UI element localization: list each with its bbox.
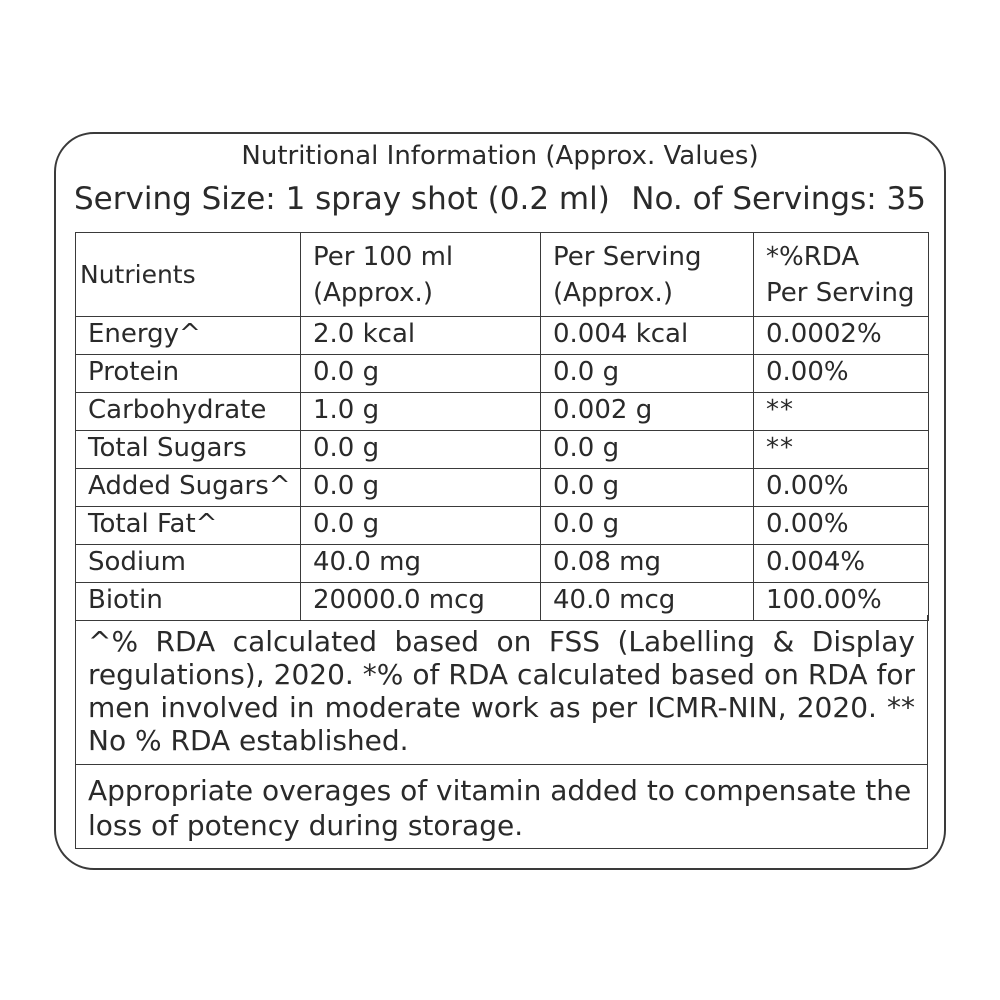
- rda-cell: 0.00%: [754, 507, 929, 545]
- column-header-rda: *%RDA Per Serving: [754, 233, 929, 317]
- label-title: Nutritional Information (Approx. Values): [241, 141, 759, 171]
- per-serving-cell: 0.0 g: [541, 431, 754, 469]
- notes-box: [75, 615, 928, 849]
- rda-cell: **: [754, 431, 929, 469]
- rda-footnote: ^% RDA calculated based on FSS (Labelling & Display regulations), 2020. *% of RDA calculated based on RDA for men involved in moderate work as per ICMR-NIN, 2020. ** No % RDA established.: [76, 615, 927, 765]
- nutrient-cell: Protein: [76, 355, 301, 393]
- column-header-nutrients: Nutrients: [76, 233, 301, 317]
- nutrition-table: [75, 232, 929, 621]
- rda-cell: **: [754, 393, 929, 431]
- per-serving-cell: 40.0 mcg: [541, 583, 754, 621]
- table-row: [76, 431, 929, 469]
- per-serving-cell: 0.08 mg: [541, 545, 754, 583]
- nutrient-cell: Carbohydrate: [76, 393, 301, 431]
- table-row: [76, 507, 929, 545]
- rda-cell: 0.004%: [754, 545, 929, 583]
- per-serving-cell: 0.002 g: [541, 393, 754, 431]
- table-row: [76, 355, 929, 393]
- table-row: [76, 317, 929, 355]
- rda-cell: 0.00%: [754, 469, 929, 507]
- per-100ml-cell: 0.0 g: [301, 469, 541, 507]
- overage-note: Appropriate overages of vitamin added to compensate the loss of potency during storage.: [88, 774, 912, 842]
- per-100ml-cell: 0.0 g: [301, 355, 541, 393]
- nutrient-cell: Total Fat^: [76, 507, 301, 545]
- rda-cell: 0.0002%: [754, 317, 929, 355]
- column-header-per-100ml: Per 100 ml (Approx.): [301, 233, 541, 317]
- per-100ml-cell: 0.0 g: [301, 507, 541, 545]
- nutrient-cell: Added Sugars^: [76, 469, 301, 507]
- table-header-row: [76, 233, 929, 317]
- rda-cell: 100.00%: [754, 583, 929, 621]
- per-serving-cell: 0.0 g: [541, 355, 754, 393]
- per-serving-cell: 0.0 g: [541, 469, 754, 507]
- column-header-per-serving: Per Serving (Approx.): [541, 233, 754, 317]
- servings-count: No. of Servings: 35: [631, 181, 926, 217]
- per-100ml-cell: 2.0 kcal: [301, 317, 541, 355]
- nutrient-cell: Biotin: [76, 583, 301, 621]
- per-serving-cell: 0.0 g: [541, 507, 754, 545]
- rda-cell: 0.00%: [754, 355, 929, 393]
- table-row: [76, 469, 929, 507]
- nutrient-cell: Total Sugars: [76, 431, 301, 469]
- per-100ml-cell: 20000.0 mcg: [301, 583, 541, 621]
- per-100ml-cell: 40.0 mg: [301, 545, 541, 583]
- per-100ml-cell: 1.0 g: [301, 393, 541, 431]
- nutrient-cell: Energy^: [76, 317, 301, 355]
- per-100ml-cell: 0.0 g: [301, 431, 541, 469]
- table-row: [76, 545, 929, 583]
- table-row: [76, 393, 929, 431]
- serving-size: Serving Size: 1 spray shot (0.2 ml): [74, 181, 610, 217]
- per-serving-cell: 0.004 kcal: [541, 317, 754, 355]
- nutrient-cell: Sodium: [76, 545, 301, 583]
